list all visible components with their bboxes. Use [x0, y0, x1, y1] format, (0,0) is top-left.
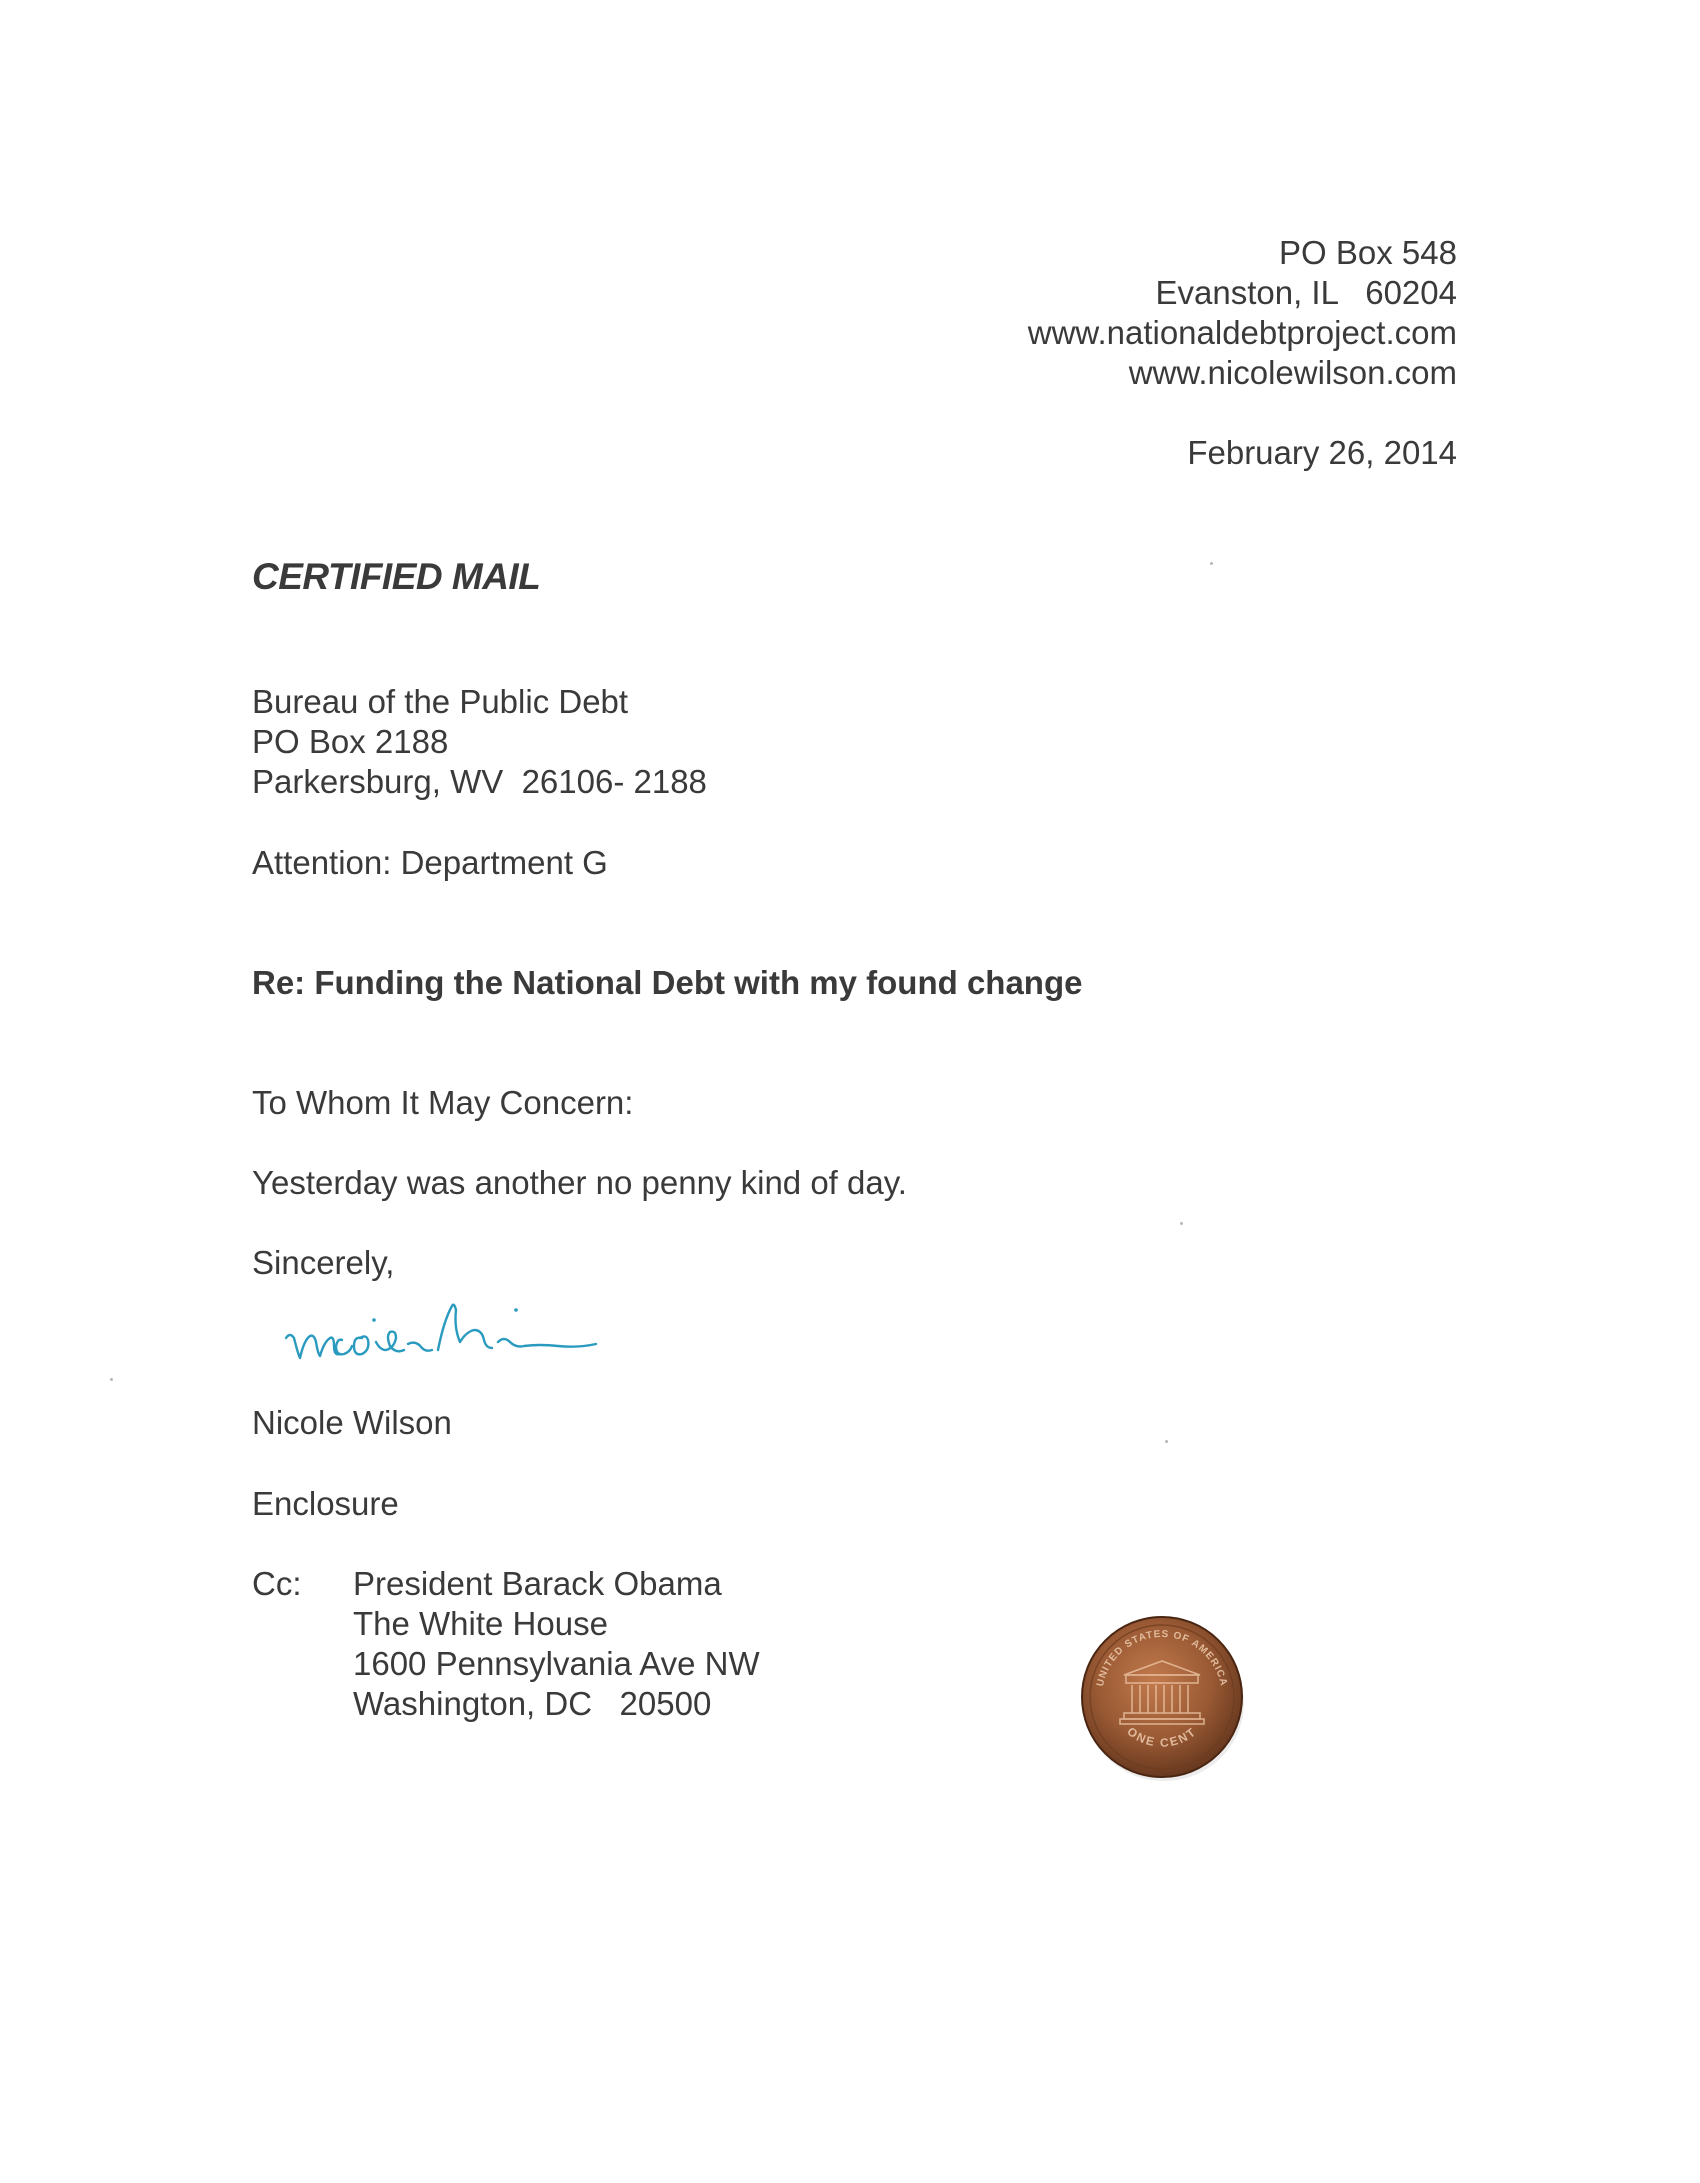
cc-line3: 1600 Pennsylvania Ave NW [353, 1645, 760, 1682]
cc-line2: The White House [353, 1605, 608, 1642]
enclosure-line: Enclosure [252, 1485, 399, 1522]
cc-line4: Washington, DC 20500 [353, 1685, 712, 1722]
signer-name: Nicole Wilson [252, 1404, 452, 1441]
subject-line: Re: Funding the National Debt with my found change [252, 964, 1083, 1001]
sender-website-2: www.nicolewilson.com [1128, 354, 1457, 391]
closing: Sincerely, [252, 1244, 395, 1281]
penny-bottom-text: ONE CENT [1124, 1724, 1200, 1750]
recipient-line2: PO Box 2188 [252, 723, 449, 760]
penny-top-text: UNITED STATES OF AMERICA [1094, 1628, 1230, 1688]
certified-mail-heading: CERTIFIED MAIL [252, 556, 541, 597]
penny-coin-icon [1078, 1613, 1246, 1781]
sender-address-line2: Evanston, IL 60204 [1155, 274, 1457, 311]
cc-line1: President Barack Obama [353, 1565, 722, 1602]
salutation: To Whom It May Concern: [252, 1084, 634, 1121]
letter-date: February 26, 2014 [1187, 434, 1457, 471]
letter-body: Yesterday was another no penny kind of day. [252, 1164, 907, 1201]
scan-speck [1165, 1440, 1168, 1443]
handwritten-signature [278, 1280, 618, 1380]
sender-address-line1: PO Box 548 [1279, 234, 1457, 271]
scan-speck [1180, 1222, 1183, 1225]
recipient-line1: Bureau of the Public Debt [252, 683, 629, 720]
recipient-line3: Parkersburg, WV 26106- 2188 [252, 763, 707, 800]
cc-label: Cc: [252, 1565, 302, 1602]
scan-speck [1210, 562, 1213, 565]
attention-line: Attention: Department G [252, 844, 608, 881]
sender-website-1: www.nationaldebtproject.com [1027, 314, 1457, 351]
scan-speck [110, 1378, 113, 1381]
